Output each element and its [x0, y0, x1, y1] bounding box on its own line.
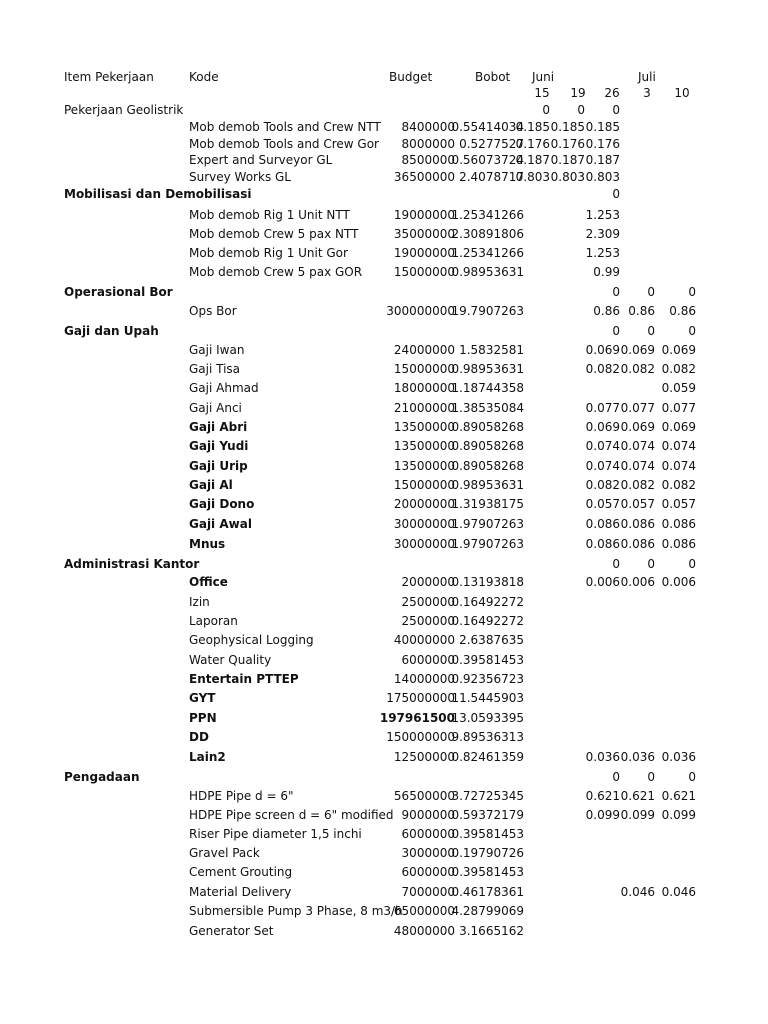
group-label: Pekerjaan Geolistrik [64, 103, 184, 117]
weekly-value: 0.082 [620, 478, 655, 492]
weekly-value: 0.803 [585, 170, 620, 184]
bobot-value: 9.89536313 [451, 730, 524, 744]
weekly-value: 0.082 [585, 478, 620, 492]
weekly-value: 0.074 [661, 439, 696, 453]
bobot-value: 1.25341266 [451, 246, 524, 260]
weekly-value: 0.069 [585, 343, 620, 357]
weekly-value: 0.057 [661, 497, 696, 511]
budget-value: 19000000 [393, 208, 455, 222]
bobot-value: 0.5277527 [459, 137, 524, 151]
weekly-value: 0.046 [620, 885, 655, 899]
bobot-value: 3.72725345 [451, 789, 524, 803]
group-label: Mobilisasi dan Demobilisasi [64, 187, 252, 201]
budget-value: 175000000 [386, 691, 455, 705]
bobot-value: 0.39581453 [451, 865, 524, 879]
weekly-value: 0.185 [515, 120, 550, 134]
item-code: Gaji Urip [189, 459, 248, 473]
weekly-value: 0 [612, 324, 620, 338]
weekly-value: 0 [612, 103, 620, 117]
weekly-value: 0.046 [661, 885, 696, 899]
weekly-value: 0.099 [620, 808, 655, 822]
weekly-value: 0.074 [620, 459, 655, 473]
budget-value: 65000000 [393, 904, 455, 918]
bobot-value: 13.0593395 [451, 711, 524, 725]
budget-value: 13500000 [393, 439, 455, 453]
weekly-value: 0.036 [620, 750, 655, 764]
header-bobot: Bobot [475, 70, 511, 84]
budget-value: 6000000 [401, 653, 455, 667]
weekly-value: 0.803 [550, 170, 585, 184]
bobot-value: 2.30891806 [451, 227, 524, 241]
weekly-value: 0 [688, 285, 696, 299]
budget-value: 48000000 [393, 924, 455, 938]
weekly-value: 0.187 [550, 153, 585, 167]
item-code: PPN [189, 711, 217, 725]
budget-value: 2000000 [401, 575, 455, 589]
item-code: Material Delivery [189, 885, 292, 899]
weekly-value: 0.086 [661, 537, 696, 551]
header-day: 26 [604, 86, 620, 100]
weekly-value: 0.086 [620, 517, 655, 531]
item-code: Generator Set [189, 924, 274, 938]
weekly-value: 0.86 [628, 304, 655, 318]
weekly-value: 0.082 [585, 362, 620, 376]
budget-value: 19000000 [393, 246, 455, 260]
bobot-value: 3.1665162 [459, 924, 524, 938]
budget-value: 13500000 [393, 420, 455, 434]
budget-value: 18000000 [393, 381, 455, 395]
budget-value: 13500000 [393, 459, 455, 473]
header-day: 19 [570, 86, 586, 100]
budget-value: 12500000 [393, 750, 455, 764]
item-code: DD [189, 730, 209, 744]
item-code: Ops Bor [189, 304, 237, 318]
item-code: Entertain PTTEP [189, 672, 299, 686]
group-label: Gaji dan Upah [64, 324, 159, 338]
weekly-value: 0.074 [585, 439, 620, 453]
bobot-value: 11.5445903 [451, 691, 524, 705]
item-code: Survey Works GL [189, 170, 291, 184]
budget-value: 2500000 [401, 614, 455, 628]
weekly-value: 0.069 [585, 420, 620, 434]
weekly-value: 0.621 [620, 789, 655, 803]
header-day: 15 [534, 86, 550, 100]
item-code: HDPE Pipe d = 6" [189, 789, 294, 803]
item-code: Mob demob Tools and Crew Gor [189, 137, 379, 151]
bobot-value: 0.39581453 [451, 653, 524, 667]
bobot-value: 0.98953631 [451, 478, 524, 492]
bobot-value: 0.56073724 [451, 153, 524, 167]
budget-value: 6000000 [401, 827, 455, 841]
weekly-value: 0.621 [661, 789, 696, 803]
group-label: Operasional Bor [64, 285, 173, 299]
item-code: Gaji Abri [189, 420, 248, 434]
bobot-value: 4.28799069 [451, 904, 524, 918]
weekly-value: 0.086 [620, 537, 655, 551]
header-budget: Budget [389, 70, 433, 84]
weekly-value: 0.185 [550, 120, 585, 134]
item-code: Mnus [189, 537, 226, 551]
item-code: Cement Grouting [189, 865, 293, 879]
item-code: Izin [189, 595, 210, 609]
budget-value: 197961500 [379, 711, 455, 725]
weekly-value: 0.082 [620, 362, 655, 376]
item-code: Submersible Pump 3 Phase, 8 m3/h [189, 904, 403, 918]
weekly-value: 0.069 [620, 343, 655, 357]
bobot-value: 0.98953631 [451, 362, 524, 376]
bobot-value: 0.89058268 [451, 459, 524, 473]
bobot-value: 2.4078717 [459, 170, 524, 184]
item-code: Gaji Yudi [189, 439, 249, 453]
weekly-value: 0.074 [661, 459, 696, 473]
budget-value: 300000000 [386, 304, 455, 318]
weekly-value: 0 [612, 557, 620, 571]
header-month-juli: Juli [638, 70, 656, 84]
weekly-value: 0.176 [585, 137, 620, 151]
weekly-value: 0.621 [585, 789, 620, 803]
bobot-value: 0.98953631 [451, 265, 524, 279]
weekly-value: 0.099 [661, 808, 696, 822]
bobot-value: 0.16492272 [451, 614, 524, 628]
weekly-value: 0.176 [515, 137, 550, 151]
budget-value: 14000000 [393, 672, 455, 686]
header-day: 10 [674, 86, 690, 100]
item-code: Gaji Anci [189, 401, 242, 415]
item-code: Gaji Tisa [189, 362, 241, 376]
budget-value: 150000000 [386, 730, 455, 744]
bobot-value: 19.7907263 [451, 304, 524, 318]
item-code: GYT [189, 691, 216, 705]
weekly-value: 0.057 [585, 497, 620, 511]
budget-value: 21000000 [393, 401, 455, 415]
bobot-value: 0.19790726 [451, 846, 524, 860]
bobot-value: 1.25341266 [451, 208, 524, 222]
item-code: Gaji Al [189, 478, 233, 492]
item-code: Riser Pipe diameter 1,5 inchi [189, 827, 362, 841]
weekly-value: 0.059 [661, 381, 696, 395]
bobot-value: 1.5832581 [459, 343, 524, 357]
item-code: Gaji Ahmad [189, 381, 259, 395]
weekly-value: 0.036 [585, 750, 620, 764]
weekly-value: 0.187 [515, 153, 550, 167]
weekly-value: 0 [612, 187, 620, 201]
weekly-value: 0.036 [661, 750, 696, 764]
weekly-value: 0.99 [593, 265, 620, 279]
bobot-value: 0.55414034 [451, 120, 524, 134]
weekly-value: 0 [612, 285, 620, 299]
bobot-value: 1.97907263 [451, 517, 524, 531]
bobot-value: 0.89058268 [451, 439, 524, 453]
budget-value: 9000000 [401, 808, 455, 822]
weekly-value: 0.086 [585, 537, 620, 551]
item-code: HDPE Pipe screen d = 6" modified [189, 808, 394, 822]
weekly-value: 2.309 [585, 227, 620, 241]
weekly-value: 0.185 [585, 120, 620, 134]
budget-value: 8000000 [401, 137, 455, 151]
weekly-value: 0.077 [585, 401, 620, 415]
bobot-value: 0.16492272 [451, 595, 524, 609]
item-code: Gaji Dono [189, 497, 255, 511]
weekly-value: 0 [542, 103, 550, 117]
item-code: Office [189, 575, 228, 589]
weekly-value: 0 [612, 770, 620, 784]
weekly-value: 0.077 [620, 401, 655, 415]
item-code: Water Quality [189, 653, 272, 667]
weekly-value: 0 [647, 557, 655, 571]
budget-value: 36500000 [393, 170, 455, 184]
weekly-value: 0.069 [620, 420, 655, 434]
header-month-juni: Juni [532, 70, 555, 84]
budget-value: 6000000 [401, 865, 455, 879]
header-item: Item Pekerjaan [64, 70, 154, 84]
item-code: Lain2 [189, 750, 226, 764]
budget-value: 8400000 [401, 120, 455, 134]
weekly-value: 1.253 [585, 246, 620, 260]
weekly-value: 0.082 [661, 362, 696, 376]
budget-value: 15000000 [393, 265, 455, 279]
weekly-value: 0.082 [661, 478, 696, 492]
weekly-value: 0.074 [585, 459, 620, 473]
budget-value: 2500000 [401, 595, 455, 609]
weekly-value: 0 [577, 103, 585, 117]
item-code: Mob demob Rig 1 Unit NTT [189, 208, 350, 222]
weekly-value: 0.086 [585, 517, 620, 531]
bobot-value: 0.92356723 [451, 672, 524, 686]
bobot-value: 1.97907263 [451, 537, 524, 551]
weekly-value: 0 [647, 285, 655, 299]
weekly-value: 0.86 [669, 304, 696, 318]
item-code: Mob demob Crew 5 pax NTT [189, 227, 359, 241]
bobot-value: 0.82461359 [451, 750, 524, 764]
bobot-value: 1.18744358 [451, 381, 524, 395]
header-kode: Kode [189, 70, 219, 84]
item-code: Mob demob Rig 1 Unit Gor [189, 246, 348, 260]
weekly-value: 0.176 [550, 137, 585, 151]
weekly-value: 0.006 [661, 575, 696, 589]
weekly-value: 0.086 [661, 517, 696, 531]
weekly-value: 0.069 [661, 343, 696, 357]
budget-value: 40000000 [393, 633, 455, 647]
bobot-value: 1.38535084 [451, 401, 524, 415]
bobot-value: 0.59372179 [451, 808, 524, 822]
budget-value: 7000000 [401, 885, 455, 899]
bobot-value: 0.89058268 [451, 420, 524, 434]
weekly-value: 0.006 [620, 575, 655, 589]
item-code: Laporan [189, 614, 238, 628]
bobot-value: 0.13193818 [451, 575, 524, 589]
item-code: Gaji Iwan [189, 343, 245, 357]
weekly-value: 0 [647, 770, 655, 784]
bobot-value: 2.6387635 [459, 633, 524, 647]
group-label: Pengadaan [64, 770, 140, 784]
weekly-value: 0.86 [593, 304, 620, 318]
item-code: Gaji Awal [189, 517, 252, 531]
budget-value: 35000000 [393, 227, 455, 241]
budget-value: 15000000 [393, 478, 455, 492]
item-code: Gravel Pack [189, 846, 260, 860]
weekly-value: 1.253 [585, 208, 620, 222]
weekly-value: 0.099 [585, 808, 620, 822]
weekly-value: 0.006 [585, 575, 620, 589]
budget-value: 30000000 [393, 537, 455, 551]
bobot-value: 0.46178361 [451, 885, 524, 899]
weekly-value: 0.074 [620, 439, 655, 453]
weekly-value: 0 [688, 770, 696, 784]
weekly-value: 0.803 [515, 170, 550, 184]
budget-value: 15000000 [393, 362, 455, 376]
budget-value: 3000000 [401, 846, 455, 860]
header-day: 3 [643, 86, 651, 100]
item-code: Expert and Surveyor GL [189, 153, 333, 167]
weekly-value: 0.057 [620, 497, 655, 511]
weekly-value: 0 [688, 557, 696, 571]
weekly-value: 0.069 [661, 420, 696, 434]
budget-value: 20000000 [393, 497, 455, 511]
weekly-value: 0 [647, 324, 655, 338]
weekly-value: 0 [688, 324, 696, 338]
item-code: Mob demob Crew 5 pax GOR [189, 265, 363, 279]
budget-value: 30000000 [393, 517, 455, 531]
weekly-value: 0.187 [585, 153, 620, 167]
bobot-value: 0.39581453 [451, 827, 524, 841]
budget-value: 24000000 [393, 343, 455, 357]
budget-value: 8500000 [401, 153, 455, 167]
group-label: Administrasi Kantor [64, 557, 200, 571]
weekly-value: 0.077 [661, 401, 696, 415]
budget-value: 56500000 [393, 789, 455, 803]
item-code: Mob demob Tools and Crew NTT [189, 120, 381, 134]
item-code: Geophysical Logging [189, 633, 314, 647]
bobot-value: 1.31938175 [451, 497, 524, 511]
